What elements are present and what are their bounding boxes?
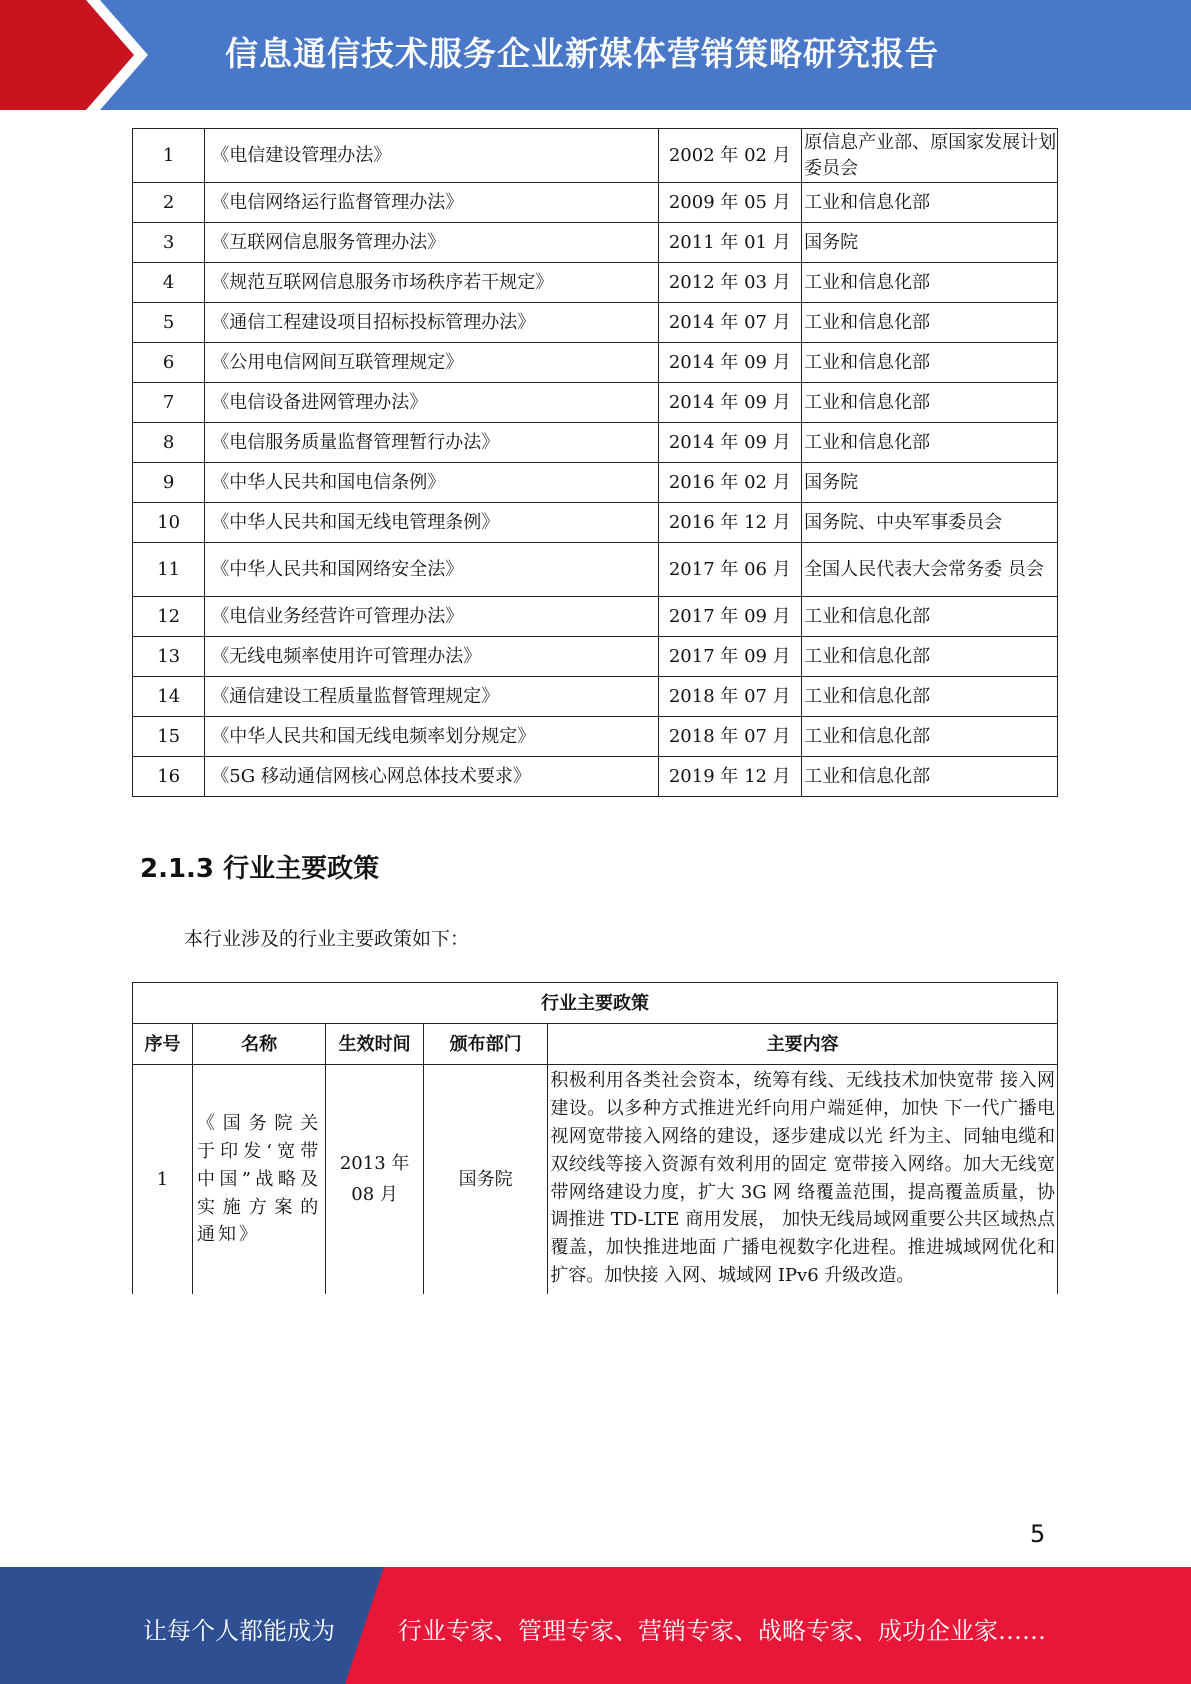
regulation-dept: 工业和信息化部	[802, 677, 1058, 717]
report-title: 信息通信技术服务企业新媒体营销策略研究报告	[225, 34, 939, 73]
table-row	[133, 303, 1058, 343]
regulations-table	[132, 128, 1058, 797]
regulation-date: 2017 年 09 月	[658, 597, 802, 637]
regulation-index: 9	[133, 463, 205, 503]
regulation-dept: 工业和信息化部	[802, 303, 1058, 343]
regulation-name: 《公用电信网间互联管理规定》	[205, 343, 658, 383]
regulation-date: 2012 年 03 月	[658, 263, 802, 303]
regulation-date: 2014 年 09 月	[658, 343, 802, 383]
table-row	[133, 129, 1058, 183]
regulation-index: 1	[133, 129, 205, 183]
regulation-date: 2017 年 06 月	[658, 543, 802, 597]
regulation-index: 11	[133, 543, 205, 597]
regulation-date: 2018 年 07 月	[658, 717, 802, 757]
regulation-dept: 工业和信息化部	[802, 423, 1058, 463]
footer-banner	[0, 1567, 1191, 1684]
regulation-name: 《规范互联网信息服务市场秩序若干规定》	[205, 263, 658, 303]
regulation-index: 16	[133, 757, 205, 797]
regulation-date: 2014 年 09 月	[658, 423, 802, 463]
regulation-index: 6	[133, 343, 205, 383]
regulation-name: 《互联网信息服务管理办法》	[205, 223, 658, 263]
header-name: 名称	[192, 1024, 325, 1065]
regulation-dept: 工业和信息化部	[802, 383, 1058, 423]
regulation-name: 《电信服务质量监督管理暂行办法》	[205, 423, 658, 463]
section-intro: 本行业涉及的行业主要政策如下：	[184, 928, 470, 950]
policy-dept: 国务院	[423, 1065, 547, 1295]
table-row	[133, 383, 1058, 423]
regulation-name: 《通信工程建设项目招标投标管理办法》	[205, 303, 658, 343]
regulation-dept: 工业和信息化部	[802, 183, 1058, 223]
header-arrow-decoration	[0, 0, 150, 110]
footer-slogan-right: 行业专家、管理专家、营销专家、战略专家、成功企业家……	[398, 1617, 1046, 1645]
regulation-dept: 工业和信息化部	[802, 263, 1058, 303]
regulation-index: 15	[133, 717, 205, 757]
regulation-date: 2009 年 05 月	[658, 183, 802, 223]
regulation-date: 2011 年 01 月	[658, 223, 802, 263]
regulation-index: 8	[133, 423, 205, 463]
regulation-date: 2018 年 07 月	[658, 677, 802, 717]
regulation-dept: 工业和信息化部	[802, 637, 1058, 677]
policy-content: 积极利用各类社会资本，统筹有线、无线技术加快宽带 接入网建设。以多种方式推进光纤向用户端延伸，加快 下一代广播电视网宽带接入网络的建设，逐步建成以光 纤为主、同轴电缆和双绞线等接入资源有效利用的固定 宽带接入网络。加大无线宽带网络建设力度，扩大 3G 网 络覆盖范围，提高覆盖质量，协调推进 TD-LTE 商用发展， 加快无线局域网重要公共区域热点覆盖，加快推进地面 广播电视数字化进程。推进城域网优化和扩容。加快接 入网、城域网 IPv6 升级改造。	[548, 1065, 1058, 1295]
footer-slogan-left: 让每个人都能成为	[143, 1617, 335, 1645]
regulation-index: 3	[133, 223, 205, 263]
regulation-date: 2017 年 09 月	[658, 637, 802, 677]
policy-name: 《国务院关于印发‘宽带中国”战略及实施方案的通知》	[192, 1065, 325, 1295]
header-dept: 颁布部门	[423, 1024, 547, 1065]
policy-date: 2013 年 08 月	[326, 1065, 424, 1295]
regulation-dept: 国务院、中央军事委员会	[802, 503, 1058, 543]
regulation-name: 《电信网络运行监督管理办法》	[205, 183, 658, 223]
regulation-date: 2014 年 07 月	[658, 303, 802, 343]
regulation-name: 《中华人民共和国网络安全法》	[205, 543, 658, 597]
section-heading: 2.1.3 行业主要政策	[140, 854, 380, 884]
table-row	[133, 757, 1058, 797]
policy-index: 1	[133, 1065, 193, 1295]
regulation-name: 《电信设备进网管理办法》	[205, 383, 658, 423]
regulation-index: 5	[133, 303, 205, 343]
regulation-date: 2016 年 12 月	[658, 503, 802, 543]
table-row	[133, 263, 1058, 303]
policy-table-caption: 行业主要政策	[133, 983, 1058, 1024]
regulation-index: 14	[133, 677, 205, 717]
regulation-dept: 工业和信息化部	[802, 343, 1058, 383]
header-date: 生效时间	[326, 1024, 424, 1065]
regulation-name: 《通信建设工程质量监督管理规定》	[205, 677, 658, 717]
regulation-date: 2014 年 09 月	[658, 383, 802, 423]
regulation-index: 4	[133, 263, 205, 303]
regulation-dept: 原信息产业部、原国家发展计划委员会	[802, 129, 1058, 183]
table-row	[133, 543, 1058, 597]
regulation-name: 《无线电频率使用许可管理办法》	[205, 637, 658, 677]
table-row	[133, 637, 1058, 677]
table-row	[133, 1065, 1058, 1295]
regulation-name: 《中华人民共和国电信条例》	[205, 463, 658, 503]
regulation-dept: 全国人民代表大会常务委 员会	[802, 543, 1058, 597]
regulation-name: 《电信建设管理办法》	[205, 129, 658, 183]
regulation-dept: 国务院	[802, 463, 1058, 503]
header-banner	[0, 0, 1191, 110]
regulation-index: 7	[133, 383, 205, 423]
table-row	[133, 343, 1058, 383]
table-row	[133, 597, 1058, 637]
header-index: 序号	[133, 1024, 193, 1065]
regulation-index: 2	[133, 183, 205, 223]
regulation-date: 2016 年 02 月	[658, 463, 802, 503]
regulation-dept: 国务院	[802, 223, 1058, 263]
page-number: 5	[1030, 1520, 1046, 1548]
table-row	[133, 503, 1058, 543]
regulation-dept: 工业和信息化部	[802, 597, 1058, 637]
regulation-name: 《5G 移动通信网核心网总体技术要求》	[205, 757, 658, 797]
table-row	[133, 717, 1058, 757]
table-row	[133, 423, 1058, 463]
regulation-name: 《中华人民共和国无线电管理条例》	[205, 503, 658, 543]
regulation-dept: 工业和信息化部	[802, 757, 1058, 797]
policy-table	[132, 982, 1058, 1294]
policy-table-header-row	[133, 1024, 1058, 1065]
regulation-name: 《中华人民共和国无线电频率划分规定》	[205, 717, 658, 757]
regulation-index: 12	[133, 597, 205, 637]
table-row	[133, 223, 1058, 263]
table-row	[133, 463, 1058, 503]
regulation-date: 2002 年 02 月	[658, 129, 802, 183]
table-row	[133, 677, 1058, 717]
regulation-name: 《电信业务经营许可管理办法》	[205, 597, 658, 637]
regulation-index: 13	[133, 637, 205, 677]
regulation-dept: 工业和信息化部	[802, 717, 1058, 757]
table-row	[133, 183, 1058, 223]
header-content: 主要内容	[548, 1024, 1058, 1065]
regulation-index: 10	[133, 503, 205, 543]
regulation-date: 2019 年 12 月	[658, 757, 802, 797]
